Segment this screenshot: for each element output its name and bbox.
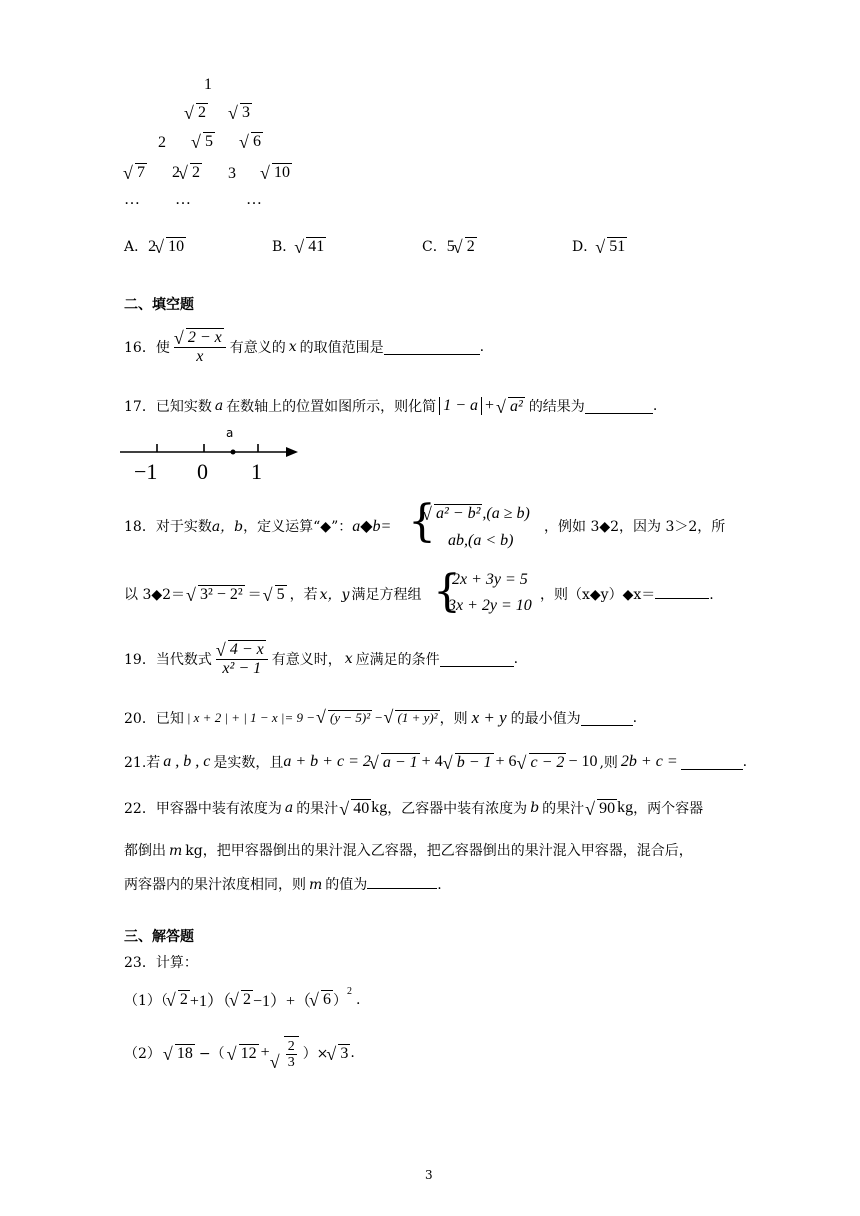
brace-18b: { (433, 566, 461, 617)
question-23-part1: （1）（ √ 2 +1）（ √ 2 −1）+（ √ 6 ） 2 . (124, 988, 360, 1011)
answer-blank-16[interactable] (384, 340, 480, 355)
triangle-r3-2: √ 5 (193, 132, 215, 151)
case1: √ a² − b² ,(a ≥ b) (424, 504, 530, 523)
question-23-part2: （2） √ 18 −（ √ 12 + √ $\frac{2}{3}$ ）× √ 3 . (124, 1036, 355, 1071)
section-title-fill-in: 二、填空题 (124, 297, 194, 313)
tick-label-1: 1 (251, 459, 262, 484)
triangle-dots-2: … (175, 191, 191, 208)
answer-blank-17[interactable] (585, 399, 653, 414)
triangle-dots-1: … (124, 191, 140, 208)
brace-18a: { (408, 496, 436, 547)
question-17: 17．已知实数 a 在数轴上的位置如图所示，则化简 1 − a + √ a² 的结果为 . (124, 396, 657, 416)
answer-blank-18[interactable] (655, 584, 709, 599)
option-a: A．2√ 10 (124, 236, 186, 256)
case2: ab,(a < b) (448, 532, 514, 549)
answer-blank-21[interactable] (681, 755, 743, 770)
question-20: 20．已知 | x + 2 | + | 1 − x |= 9 − √ (y − 5)² − √ (1 + y)² ，则 x + y 的最小值为 . (124, 708, 637, 728)
question-18-line1: 18．对于实数a，b，定义运算“◆”：a◆b= (124, 518, 392, 535)
tick-label-neg1: −1 (134, 459, 158, 484)
question-19: 19．当代数式 √ $\frac{4 - x}{\text{x² − 1}}$ 有意义时， x 应满足的条件 . (124, 640, 518, 678)
question-21: 21.若 a , b , c 是实数，且 a + b + c = 2 √ a − 1 + 4 √ b − 1 + 6 √ c − 2 − 10 ,则 2b + c = . (124, 752, 747, 772)
triangle-r2-1: √ 2 (186, 103, 208, 122)
number-line-axis (118, 428, 308, 462)
triangle-r4-3: 3 (228, 165, 236, 182)
option-d: D．√ 51 (572, 236, 627, 256)
question-18-line2-end: ，则（x◆y）◆x＝ . (540, 584, 714, 604)
question-18-line2: 以 3◆2＝ √ 3² − 2² ＝ √ 5 ，若 x，y 满足方程组 (124, 584, 421, 604)
question-22-line2: 都倒出 m kg，把甲容器倒出的果汁混入乙容器，把乙容器倒出的果汁混入甲容器，混合后， (124, 843, 693, 859)
triangle-r2-2: √ 3 (230, 103, 252, 122)
option-b: B．√ 41 (272, 236, 326, 256)
question-23-title: 23．计算： (124, 955, 198, 971)
triangle-r3-3: √ 6 (241, 132, 263, 151)
question-22-line3: 两容器内的果汁浓度相同，则 m 的值为 . (124, 874, 442, 894)
point-a-dot (231, 450, 236, 455)
triangle-r3-1: 2 (158, 134, 166, 151)
section-title-solve: 三、解答题 (124, 929, 194, 945)
triangle-dots-3: … (246, 191, 262, 208)
option-c: C．5√ 2 (422, 236, 477, 256)
answer-blank-20[interactable] (581, 711, 633, 726)
triangle-r4-1: √ 7 (125, 163, 147, 182)
question-16: 16．使 √ $\frac{2 - x}{x}$ 有意义的 x 的取值范围是 . (124, 328, 484, 366)
tick-label-0: 0 (197, 459, 208, 484)
point-a-label: a (226, 426, 234, 440)
question-22-line1: 22．甲容器中装有浓度为 a 的果汁 √ 40 kg ，乙容器中装有浓度为 b 的果汁 √ 90 kg ，两个容器 (124, 798, 703, 818)
answer-blank-19[interactable] (440, 652, 514, 667)
answer-blank-22[interactable] (367, 874, 437, 889)
system-eq1: 2x + 3y = 5 (452, 571, 528, 588)
triangle-r1-1: 1 (204, 76, 212, 93)
triangle-r4-2: 2√ 2 (172, 163, 202, 182)
page-number: 3 (425, 1168, 433, 1182)
triangle-r4-4: √ 10 (262, 163, 292, 182)
question-18-line1-end: ，例如 3◆2，因为 3＞2，所 (544, 519, 726, 535)
system-eq2: 3x + 2y = 10 (448, 597, 532, 614)
